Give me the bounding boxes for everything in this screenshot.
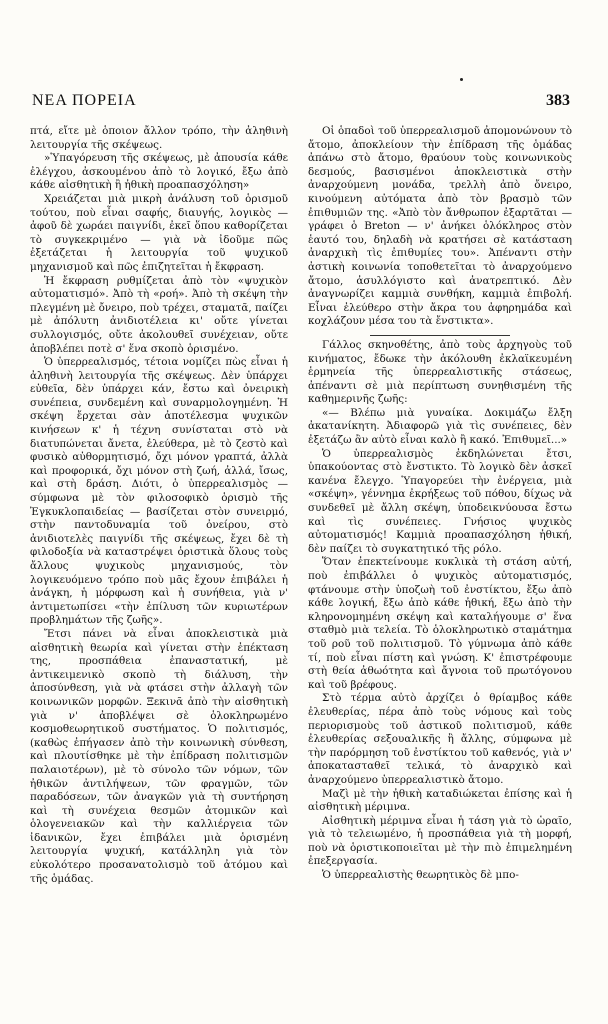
print-speck	[460, 78, 463, 81]
paragraph: Ἔτσι πάνει νὰ εἶναι ἀποκλειστικὰ μιὰ αἰσθητικὴ θεωρία καὶ γίνεται στὴν ἐπέκταση της, προσπάθεια ἐπαναστατική, μὲ ἀντικειμενικὸ σκοπὸ τὴ διάλυση, τὴν ἀποσύνθεση, γιὰ νὰ φτάσει στὴν ἀλλαγὴ τῶν κοινωνικῶν μορφῶν. Ξεκινᾶ ἀπὸ τὴν αἰσθητικὴ γιὰ ν' ἀποβλέψει σὲ ὁλοκληρωμένο κοσμοθεωρητικοῦ συστήματος. Ὁ πολιτισμός, (καθὼς ἐπήγασεν ἀπὸ τὴν κοινωνικὴ σύνθεση, καὶ πλουτίσθηκε μὲ τὴν ἐπίδραση πολιτισμῶν παλαιοτέρων), μὲ τὸ σύνολο τῶν νόμων, τῶν ἠθικῶν ἀντιλήψεων, τῶν φραγμῶν, τῶν παραδόσεων, τῶν ἀναγκῶν γιὰ τὴ συντήρηση καὶ τὴ συνέχεια θεσμῶν ἀτομικῶν καὶ ὁλογενειακῶν καὶ τὴν καλλιέργεια τῶν ἰδανικῶν, ἔχει ἐπιβάλει μιὰ ὁρισμένη λειτουργία ψυχική, κατάλληλη γιὰ τὸν εὐκολότερο προσανατολισμὸ τοῦ ἀτόμου καὶ τῆς ὁμάδας.	[30, 627, 288, 885]
paragraph: Ὁ ὑπερρεαλισμὸς ἐκδηλώνεται ἔτσι, ὑπακούοντας στὸ ἔνστικτο. Τὸ λογικὸ δὲν ἀσκεῖ κανένα ἔλεγχο. Ὑπαγορεύει τὴν ἐνέργεια, μιὰ «σκέψη», γέννημα ἐκρήξεως τοῦ πόθου, δίχως νὰ συνδεθεῖ μὲ ἄλλη σκέψη, ὑποδεικνύουσα ἔστω καὶ τὶς συνέπειες. Γνήσιος ψυχικὸς αὐτοματισμός! Καμμιὰ προαπασχόληση ἠθική, δὲν παίζει τὸ συγκατητικό τῆς ρόλο.	[308, 447, 572, 555]
right-column	[308, 125, 572, 883]
page-header	[32, 92, 570, 114]
paragraph: Στὸ τέρμα αὐτὸ ἀρχίζει ὁ θρίαμβος κάθε ἐλευθερίας, πέρα ἀπὸ τοὺς νόμους καὶ τοὺς περιορισμοὺς τοῦ ἀστικοῦ πολιτισμοῦ, κάθε ἐλευθερίας σεξουαλικῆς ἢ ἄλλης, σύμφωνα μὲ τὴν παρόρμηση τοῦ ἐνστίκτου τοῦ καθενός, γιὰ ν' ἀποκατασταθεῖ τελικά, τὸ ἀναρχικὸ καὶ ἀναρχούμενο ὑπερρεαλιστικὸ ἄτομο.	[308, 692, 572, 786]
paragraph: «— Βλέπω μιὰ γυναίκα. Δοκιμάζω ἔλξη ἀκατανίκητη. Ἀδιαφορῶ γιὰ τὶς συνέπειες, δὲν ἐξετάζω ἂν αὐτὸ εἶναι καλὸ ἢ κακό. Ἐπιθυμεῖ...»	[308, 406, 572, 447]
paragraph: Μαζὶ μὲ τὴν ἠθικὴ καταδιώκεται ἐπίσης καὶ ἡ αἰσθητικὴ μέριμνα.	[308, 787, 572, 814]
paragraph: Ὅταν ἐπεκτείνουμε κυκλικὰ τὴ στάση αὐτή, ποὺ ἐπιβάλλει ὁ ψυχικὸς αὐτοματισμός, φτάνουμε στὴν ὑποζωὴ τοῦ ἐνστίκτου, ἔξω ἀπὸ κάθε λογική, ἔξω ἀπὸ κάθε ἠθική, ἔξω ἀπὸ τὴν κληρονομημένη σκέψη καὶ καταλήγουμε σ' ἕνα σταθμὸ μιὰ τελεία. Τὸ ὁλοκληρωτικὸ σταμάτημα τοῦ ροῦ τοῦ πολιτισμοῦ. Τὸ γύμνωμα ἀπὸ κάθε τί, ποὺ εἶναι πίστη καὶ γνώση. Κ' ἐπιστρέφουμε στὴ θεία ἀθωότητα καὶ ἄγνοια τοῦ πρωτόγονου καὶ τοῦ βρέφους.	[308, 556, 572, 691]
paragraph: Χρειάζεται μιὰ μικρὴ ἀνάλυση τοῦ ὁρισμοῦ τούτου, ποὺ εἶναι σαφής, διαυγής, λογικὸς — ἀφοῦ δὲ χωράει παιγνίδι, ἐκεῖ ὅπου καθορίζεται τὸ συγκεκριμένο — γιὰ νὰ ἰδοῦμε πῶς ἐξετάζεται ἡ λειτουργία τοῦ ψυχικοῦ μηχανισμοῦ καὶ πῶς ἐπιζητεῖται ἡ ἔκφραση.	[30, 192, 288, 273]
paragraph: Ὁ ὑπερρεαλισμός, τέτοια νομίζει πὼς εἶναι ἡ ἀληθινὴ λειτουργία τῆς σκέψεως. Δὲν ὑπάρχει εὐθεῖα, δὲν ὑπάρχει κάν, ἔστω καὶ ὀνειρικὴ συνέπεια, συνδεμένη καὶ συναρμολογημένη. Ἡ σκέψη ἔρχεται σὰν ἀποτέλεσμα ψυχικῶν κινήσεων κ' ἡ τέχνη συνίσταται στὸ νὰ διατυπώνεται ἄνετα, ἐλεύθερα, μὲ τὸ ζεστὸ καὶ φυσικὸ αὐθορμητισμό, ὄχι μόνον γραπτά, ἀλλὰ καὶ προφορικά, ὄχι μόνον στὴ ζωή, ἀλλά, ἴσως, καὶ στὴ δράση. Διότι, ὁ ὑπερρεαλισμὸς — σύμφωνα μὲ τὸν φιλοσοφικὸ ὁρισμὸ τῆς Ἐγκυκλοπαιδείας — βασίζεται στὸν συνειρμό, στὴν παντοδυναμία τοῦ ὀνείρου, στὸ ἀνιδιοτελὲς παιγνίδι τῆς σκέψεως, ἔχει δὲ τὴ φιλοδοξία νὰ καταστρέψει ὁριστικὰ ὅλους τοὺς ἄλλους ψυχικοὺς μηχανισμούς, τὸν λογικευόμενο τρόπο ποὺ μᾶς ἔχουν ἐπιβάλει ἡ ἀνάγκη, ἡ μόρφωση καὶ ἡ συνήθεια, γιὰ ν' ἀντιμετωπίσει «τὴν ἐπίλυση τῶν κυριωτέρων προβλημάτων τῆς ζωῆς».	[30, 356, 288, 627]
paragraph: Οἱ ὁπαδοὶ τοῦ ὑπερρεαλισμοῦ ἀπομονώνουν τὸ ἄτομο, ἀποκλείουν τὴν ἐπίδραση τῆς ὁμάδας ἀπάνω στὸ ἄτομο, θραύουν τοὺς κοινωνικοὺς δεσμούς, βασισμένοι ἀποκλειστικὰ στὴν ἀναρχούμενη μονάδα, τρελλὴ ἀπὸ ὄνειρο, κινούμενη αὐτόματα ἀπὸ τὸν βρασμὸ τῶν ἐπιθυμιῶν της. «Ἀπὸ τὸν ἄνθρωπον ἐξαρτᾶται — γράφει ὁ Breton — ν' ἀνήκει ὁλόκληρος στὸν ἑαυτό του, δηλαδὴ νὰ κρατήσει σὲ κατάσταση ἀναρχικὴ τὶς ἐπιθυμίες του». Ἀπέναντι στὴν ἀστικὴ κοινωνία τοποθετεῖται τὸ ἀναρχούμενο ἄτομο, ἀσυλλόγιστο καὶ ἀνατρεπτικό. Δὲν ἀναγνωρίζει καμμιὰ συνθήκη, καμμιὰ ἐπιβολή. Εἶναι ἐλεύθερο στὴν ἄκρα του ἀφηρημάδα καὶ κοχλάζουν μέσα του τὰ ἔνστικτα».	[308, 125, 572, 328]
section-divider	[370, 335, 510, 336]
paragraph: Ἡ ἔκφραση ρυθμίζεται ἀπὸ τὸν «ψυχικὸν αὐτοματισμό». Ἀπὸ τὴ «ροή». Ἀπὸ τὴ σκέψη τὴν πλεγμένη μὲ ὄνειρο, ποὺ τρέχει, σταματᾶ, παίζει μὲ ἀπόλυτη ἀνιδιοτέλεια κι' οὔτε γίνεται συλλογισμός, οὔτε ἀκολουθεῖ συνέχειαν, οὔτε ἀποβλέπει ποτὲ σ' ἕνα σκοπὸ ὁρισμένο.	[30, 274, 288, 355]
journal-title: ΝΕΑ ΠΟΡΕΙΑ	[32, 92, 137, 109]
paragraph: Αἰσθητικὴ μέριμνα εἶναι ἡ τάση γιὰ τὸ ὡραῖο, γιὰ τὸ τελειωμένο, ἡ προσπάθεια γιὰ τὴ μορφή, ποὺ νὰ ὁριστικοποιεῖται μὲ τὴν πιὸ ἐπιμελημένη ἐπεξεργασία.	[308, 814, 572, 868]
page-number: 383	[546, 92, 570, 109]
paragraph: πτά, εἴτε μὲ ὁποιον ἄλλον τρόπο, τὴν ἀληθινὴ λειτουργία τῆς σκέψεως.	[30, 125, 288, 151]
paragraph: »Ὑπαγόρευση τῆς σκέψεως, μὲ ἀπουσία κάθε ἐλέγχου, ἀσκουμένου ἀπὸ τὸ λογικό, ἔξω ἀπὸ κάθε αἰσθητικὴ ἢ ἠθικὴ προαπασχόληση»	[30, 152, 288, 192]
left-column	[30, 125, 288, 886]
paragraph: Ὁ ὑπερρεαλιστὴς θεωρητικὸς δὲ μπο-	[322, 869, 519, 882]
paragraph: Γάλλος σκηνοθέτης, ἀπὸ τοὺς ἀρχηγοὺς τοῦ κινήματος, ἔδωκε τὴν ἀκόλουθη ἐκλαϊκευμένη ἑρμηνεία τῆς ὑπερρεαλιστικῆς στάσεως, ἀπέναντι σὲ μιὰ περίπτωση συνηθισμένη τῆς καθημερινῆς ζωῆς:	[308, 338, 572, 406]
